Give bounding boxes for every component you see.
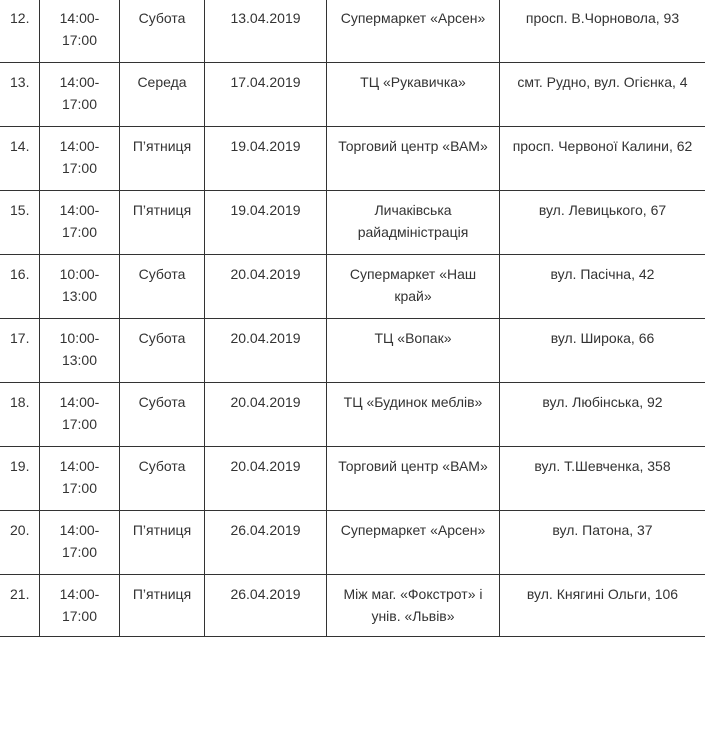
row-date: 20.04.2019 — [205, 255, 327, 319]
row-date: 13.04.2019 — [205, 0, 327, 63]
row-address: вул. Княгині Ольги, 106 — [500, 575, 706, 637]
row-time: 14:00-17:00 — [40, 127, 120, 191]
row-time: 10:00-13:00 — [40, 255, 120, 319]
row-address: просп. В.Чорновола, 93 — [500, 0, 706, 63]
row-day: П’ятниця — [120, 575, 205, 637]
row-day: П’ятниця — [120, 191, 205, 255]
table-row — [0, 383, 706, 447]
row-place: ТЦ «Рукавичка» — [327, 63, 500, 127]
row-time: 14:00-17:00 — [40, 383, 120, 447]
row-day: П’ятниця — [120, 511, 205, 575]
table-row — [0, 127, 706, 191]
row-place: Торговий центр «ВАМ» — [327, 447, 500, 511]
table-row — [0, 63, 706, 127]
row-date: 26.04.2019 — [205, 511, 327, 575]
row-number: 14. — [0, 127, 40, 191]
row-number: 20. — [0, 511, 40, 575]
row-place: Супермаркет «Арсен» — [327, 511, 500, 575]
row-time: 14:00-17:00 — [40, 575, 120, 637]
row-time: 14:00-17:00 — [40, 191, 120, 255]
row-place: Торговий центр «ВАМ» — [327, 127, 500, 191]
row-address: вул. Широка, 66 — [500, 319, 706, 383]
row-date: 20.04.2019 — [205, 319, 327, 383]
row-time: 14:00-17:00 — [40, 447, 120, 511]
row-number: 17. — [0, 319, 40, 383]
row-date: 26.04.2019 — [205, 575, 327, 637]
table-row — [0, 319, 706, 383]
row-place: Супермаркет «Наш край» — [327, 255, 500, 319]
row-time: 10:00-13:00 — [40, 319, 120, 383]
row-date: 20.04.2019 — [205, 447, 327, 511]
row-date: 19.04.2019 — [205, 127, 327, 191]
row-address: вул. Патона, 37 — [500, 511, 706, 575]
table-row — [0, 191, 706, 255]
row-address: просп. Червоної Калини, 62 — [500, 127, 706, 191]
row-number: 16. — [0, 255, 40, 319]
row-number: 15. — [0, 191, 40, 255]
row-day: Середа — [120, 63, 205, 127]
row-number: 18. — [0, 383, 40, 447]
row-time: 14:00-17:00 — [40, 0, 120, 63]
row-number: 13. — [0, 63, 40, 127]
row-time: 14:00-17:00 — [40, 511, 120, 575]
row-date: 20.04.2019 — [205, 383, 327, 447]
row-address: смт. Рудно, вул. Огієнка, 4 — [500, 63, 706, 127]
row-address: вул. Любінська, 92 — [500, 383, 706, 447]
row-place: ТЦ «Будинок меблів» — [327, 383, 500, 447]
table-row — [0, 511, 706, 575]
row-place: Личаківська райадміністрація — [327, 191, 500, 255]
row-day: Субота — [120, 319, 205, 383]
row-place: ТЦ «Вопак» — [327, 319, 500, 383]
row-day: Субота — [120, 255, 205, 319]
row-date: 17.04.2019 — [205, 63, 327, 127]
table-row — [0, 0, 706, 63]
row-time: 14:00-17:00 — [40, 63, 120, 127]
row-date: 19.04.2019 — [205, 191, 327, 255]
row-address: вул. Т.Шевченка, 358 — [500, 447, 706, 511]
row-number: 19. — [0, 447, 40, 511]
row-day: Субота — [120, 0, 205, 63]
row-address: вул. Пасічна, 42 — [500, 255, 706, 319]
row-place: Між маг. «Фокстрот» і унів. «Львів» — [327, 575, 500, 637]
table-row — [0, 255, 706, 319]
row-day: Субота — [120, 447, 205, 511]
table-row — [0, 575, 706, 637]
row-day: П’ятниця — [120, 127, 205, 191]
row-number: 12. — [0, 0, 40, 63]
row-number: 21. — [0, 575, 40, 637]
table-row — [0, 447, 706, 511]
page-margin — [705, 0, 713, 730]
row-address: вул. Левицького, 67 — [500, 191, 706, 255]
row-day: Субота — [120, 383, 205, 447]
row-place: Супермаркет «Арсен» — [327, 0, 500, 63]
